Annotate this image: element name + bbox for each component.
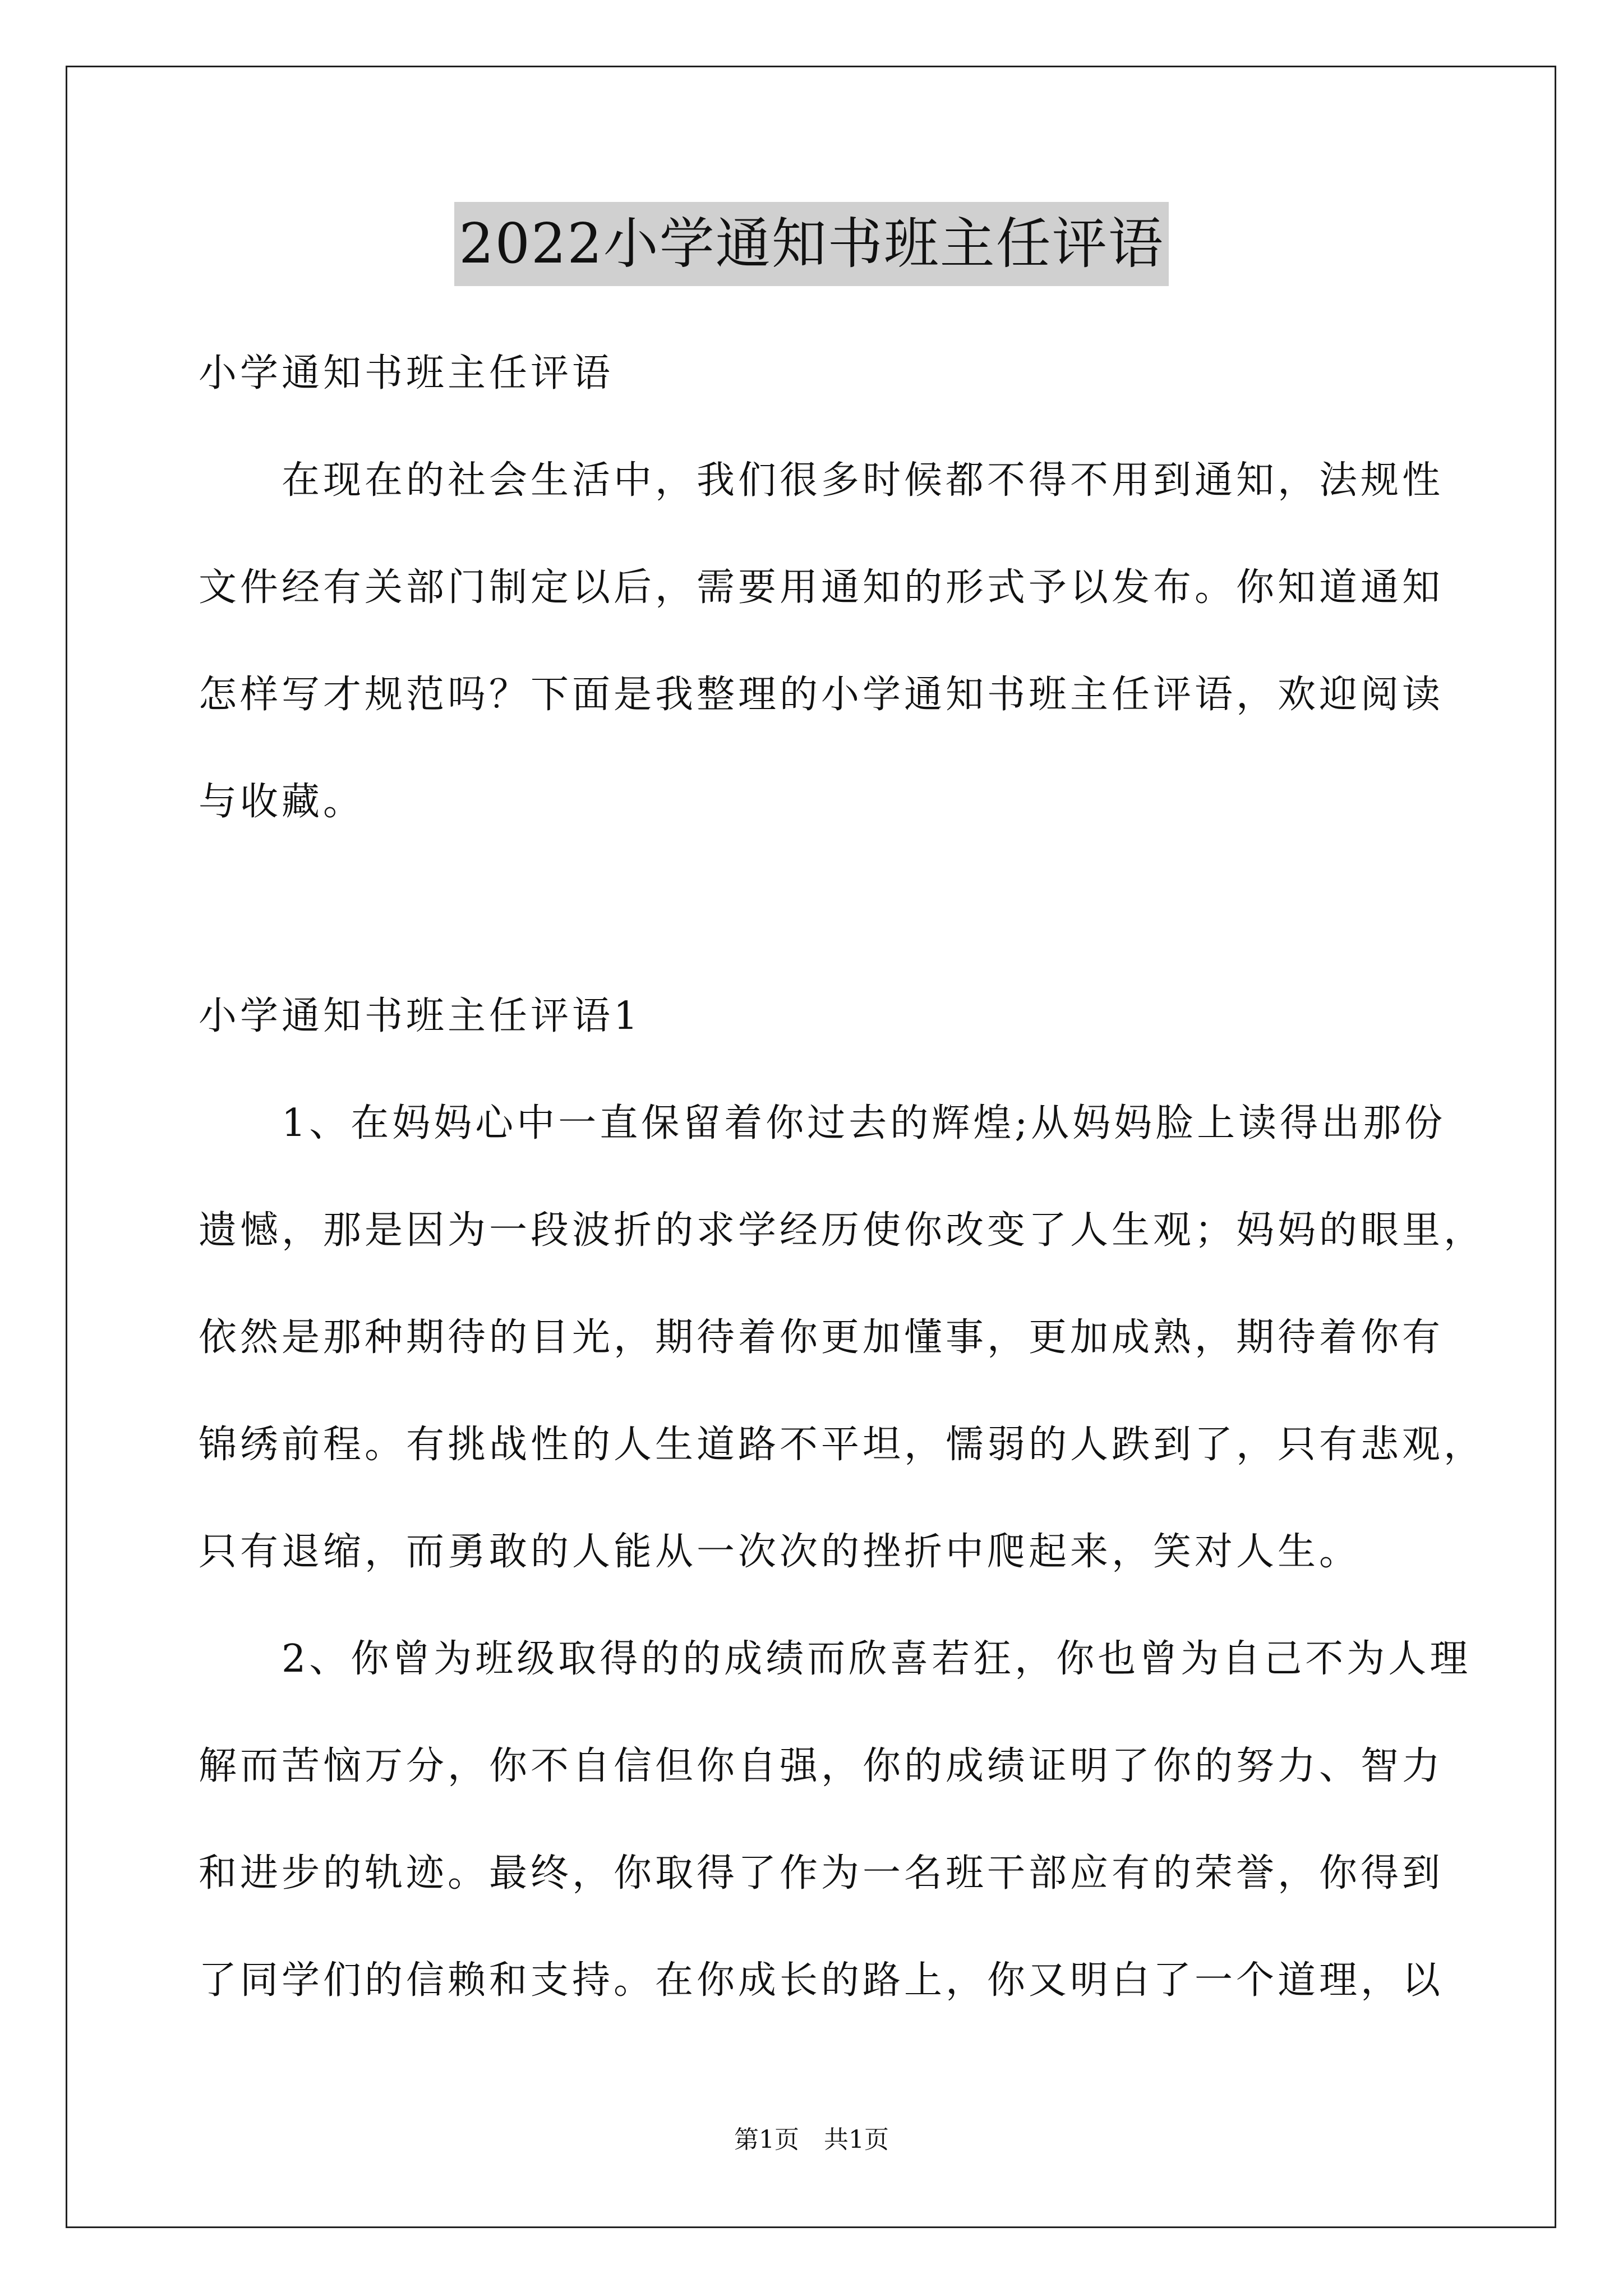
paragraph-spacer [199,855,1432,963]
item2-line: 解而苦恼万分，你不自信但你自强，你的成绩证明了你的努力、智力 [199,1744,1444,1788]
intro-line: 与收藏。 [199,780,365,824]
item1-line: 遗憾，那是因为一段波折的求学经历使你改变了人生观；妈妈的眼里， [199,1208,1486,1253]
document-title: 2022小学通知书班主任评语 [454,202,1168,286]
intro-line: 怎样写才规范吗？下面是我整理的小学通知书班主任评语，欢迎阅读 [199,673,1444,717]
intro-line: 文件经有关部门制定以后，需要用通知的形式予以发布。你知道通知 [199,565,1444,610]
item2-line: 了同学们的信赖和支持。在你成长的路上，你又明白了一个道理，以 [199,1958,1444,2003]
subtitle: 小学通知书班主任评语 [199,351,614,395]
item1-line: 只有退缩，而勇敢的人能从一次次的挫折中爬起来，笑对人生。 [199,1530,1361,1574]
section-heading: 小学通知书班主任评语1 [199,994,642,1038]
intro-line: 在现在的社会生活中，我们很多时候都不得不用到通知，法规性 [282,458,1444,503]
document-body [199,320,1486,2034]
item2-line: 2、你曾为班级取得的的成绩而欣喜若狂，你也曾为自己不为人理 [282,1637,1472,1681]
item1-line: 1、在妈妈心中一直保留着你过去的辉煌;从妈妈脸上读得出那份 [282,1101,1446,1145]
item1-line: 依然是那种期待的目光，期待着你更加懂事，更加成熟，期待着你有 [199,1315,1444,1360]
page-footer: 第1页 共1页 [734,2125,889,2154]
item1-line: 锦绣前程。有挑战性的人生道路不平坦，懦弱的人跌到了，只有悲观， [199,1423,1486,1467]
item2-line: 和进步的轨迹。最终，你取得了作为一名班干部应有的荣誉，你得到 [199,1851,1444,1895]
title-wrap [0,202,1623,286]
